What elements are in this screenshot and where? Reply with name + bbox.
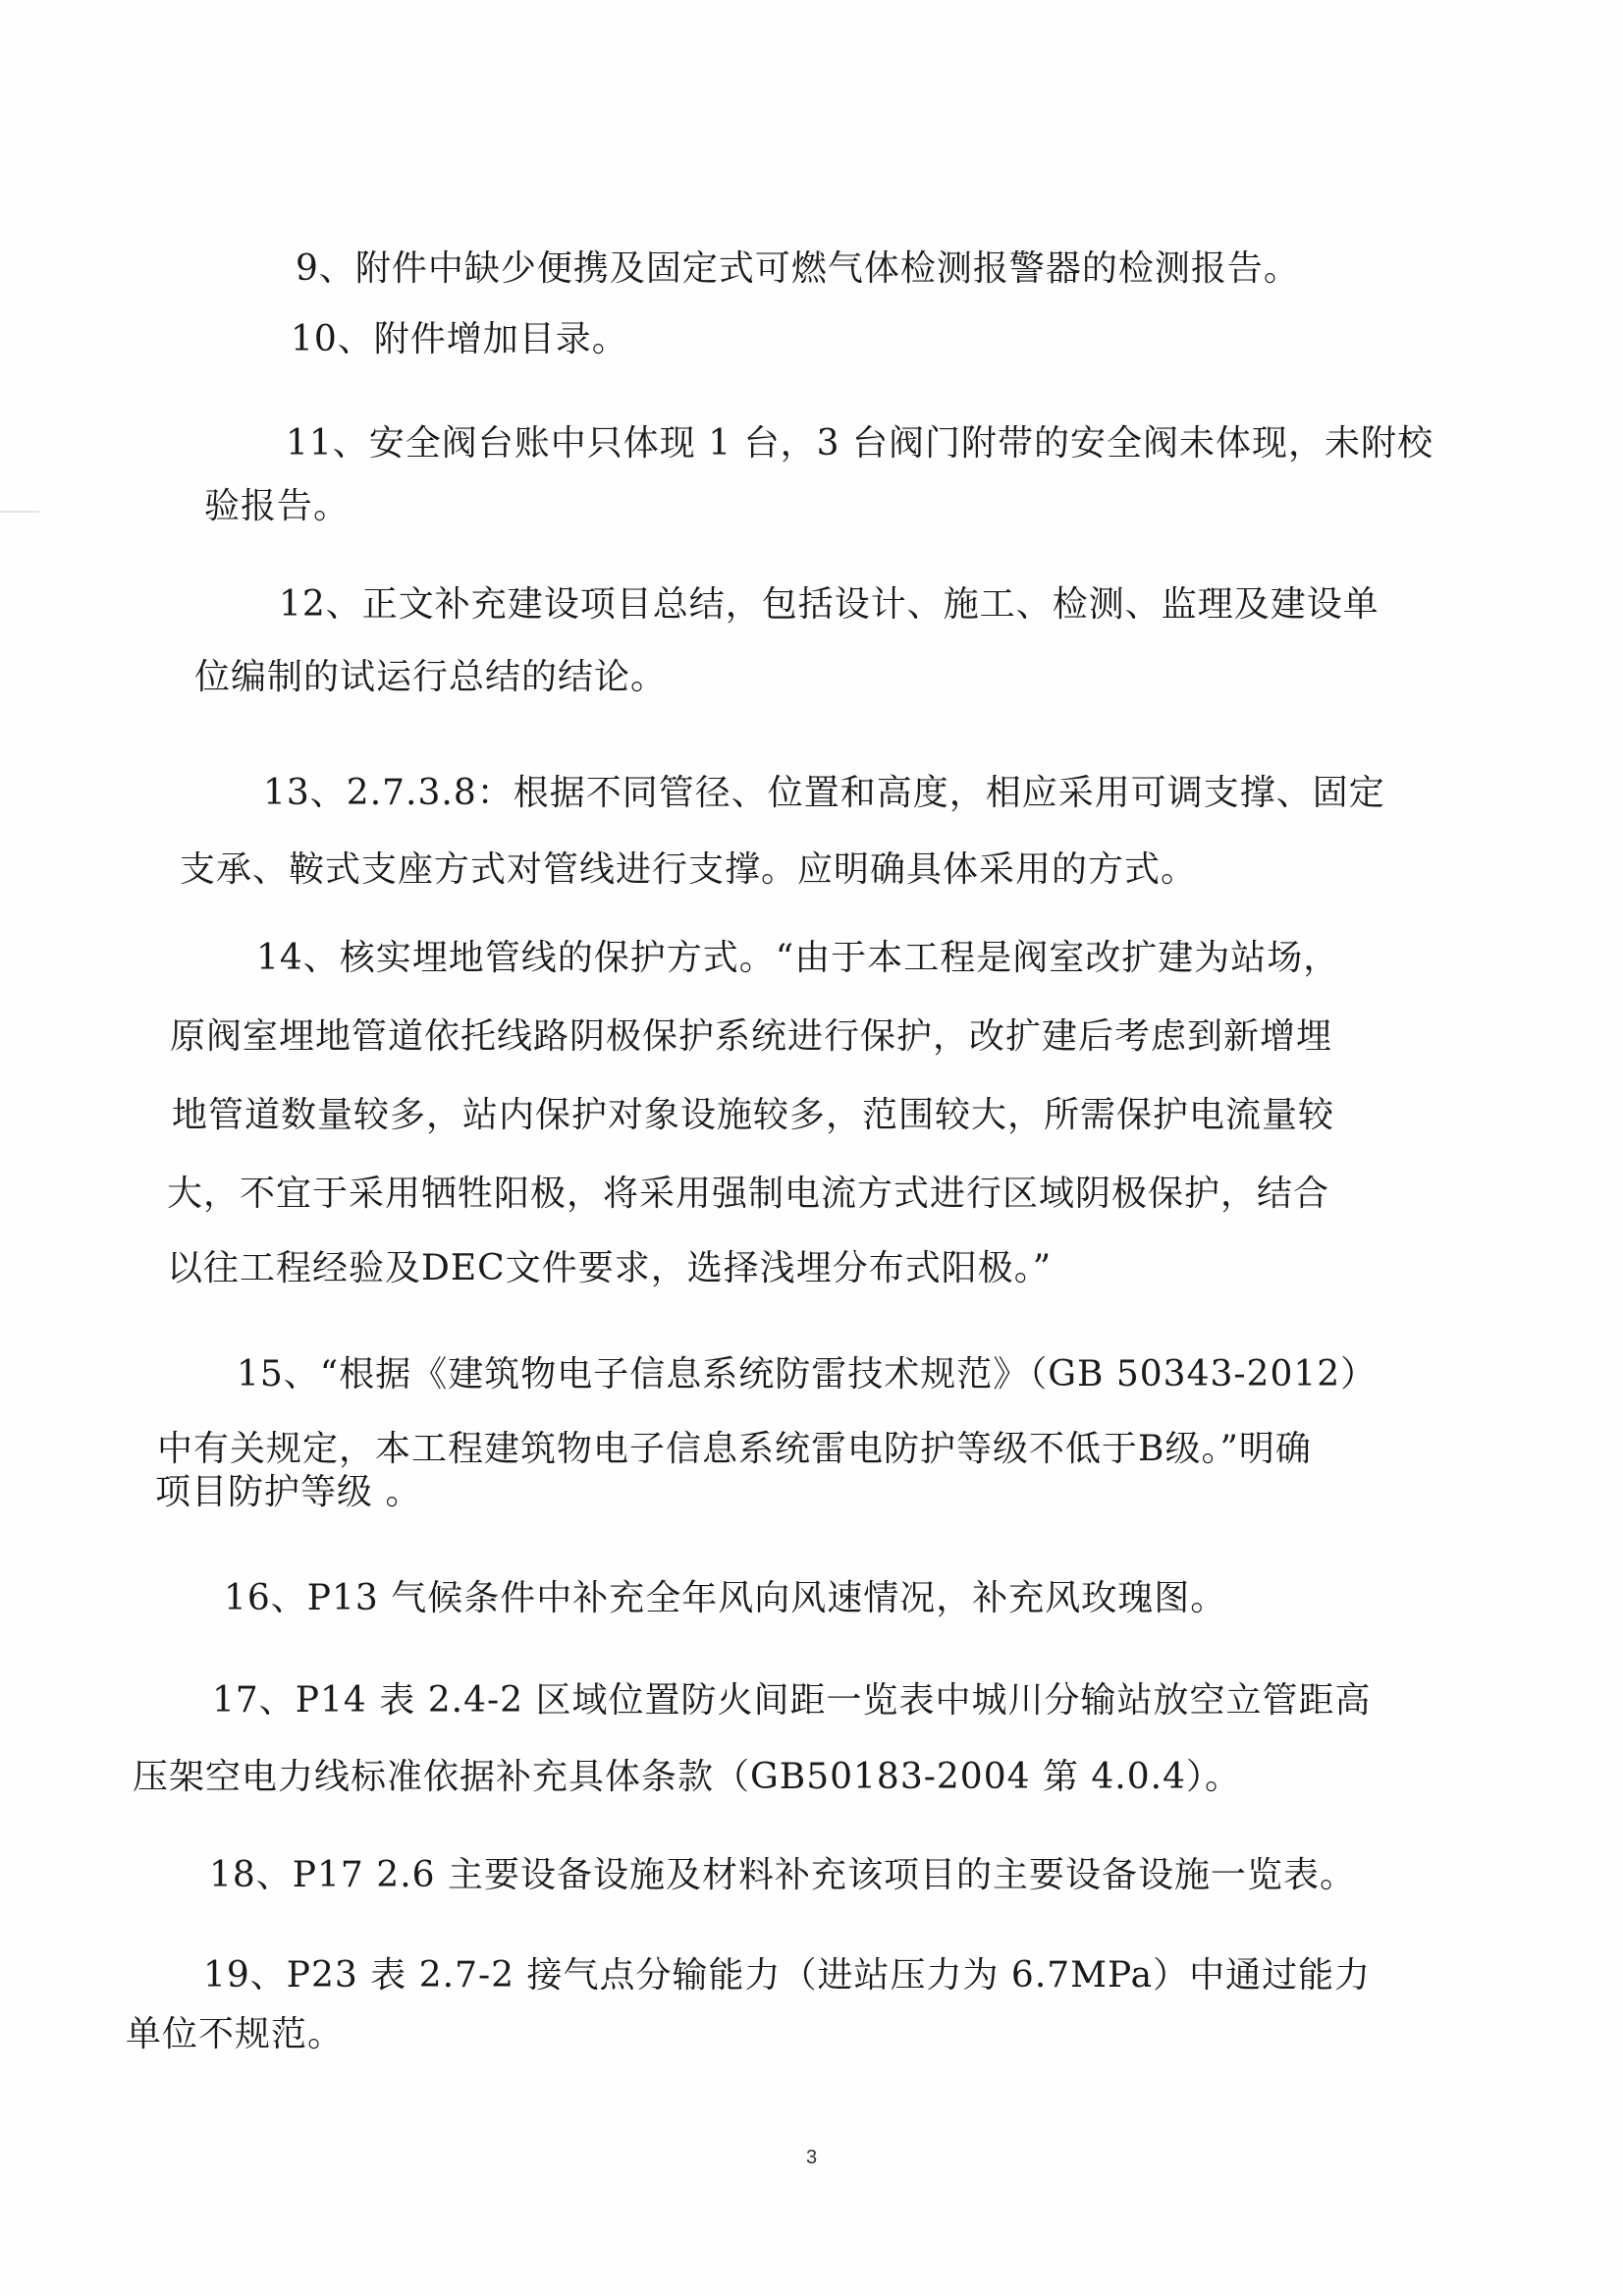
item-10-line-1: 10、附件增加目录。 — [291, 319, 628, 359]
item-18-line-1: 18、P17 2.6 主要设备设施及材料补充该项目的主要设备设施一览表。 — [209, 1855, 1356, 1895]
item-15-line-2: 中有关规定，本工程建筑物电子信息系统雷电防护等级不低于B级。”明确 — [157, 1429, 1312, 1469]
page-number: 3 — [805, 2147, 818, 2168]
item-14-line-2: 原阀室埋地管道依托线路阴极保护系统进行保护，改扩建后考虑到新增埋 — [170, 1016, 1333, 1057]
item-11-line-1: 11、安全阀台账中只体现 1 台，3 台阀门附带的安全阀未体现，未附校 — [286, 423, 1434, 464]
item-14-line-4: 大，不宜于采用牺牲阳极，将采用强制电流方式进行区域阴极保护，结合 — [167, 1174, 1330, 1214]
item-9-line-1: 9、附件中缺少便携及固定式可燃气体检测报警器的检测报告。 — [296, 248, 1300, 289]
item-17-line-1: 17、P14 表 2.4-2 区域位置防火间距一览表中城川分输站放空立管距高 — [212, 1680, 1372, 1721]
item-12-line-1: 12、正文补充建设项目总结，包括设计、施工、检测、监理及建设单 — [279, 584, 1380, 625]
item-17-line-2: 压架空电力线标准依据补充具体条款（GB50183-2004 第 4.0.4）。 — [133, 1757, 1242, 1797]
item-19-line-1: 19、P23 表 2.7-2 接气点分输能力（进站压力为 6.7MPa）中通过能力 — [203, 1955, 1372, 1995]
item-14-line-3: 地管道数量较多，站内保护对象设施较多，范围较大，所需保护电流量较 — [172, 1095, 1335, 1135]
item-12-line-2: 位编制的试运行总结的结论。 — [194, 657, 668, 697]
item-16-line-1: 16、P13 气候条件中补充全年风向风速情况，补充风玫瑰图。 — [224, 1578, 1227, 1618]
item-14-line-1: 14、核实埋地管线的保护方式。“由于本工程是阀室改扩建为站场， — [256, 938, 1340, 978]
item-19-line-2: 单位不规范。 — [126, 2014, 345, 2054]
scan-artifact — [0, 511, 39, 513]
item-15-line-1: 15、“根据《建筑物电子信息系统防雷技术规范》（GB 50343-2012） — [237, 1354, 1378, 1394]
item-14-line-5: 以往工程经验及DEC文件要求，选择浅埋分布式阳极。” — [167, 1248, 1053, 1288]
item-13-line-2: 支承、鞍式支座方式对管线进行支撑。应明确具体采用的方式。 — [180, 849, 1198, 890]
item-11-line-2: 验报告。 — [204, 486, 351, 526]
item-15-line-3: 项目防护等级 。 — [155, 1472, 422, 1512]
item-13-line-1: 13、2.7.3.8：根据不同管径、位置和高度，相应采用可调支撑、固定 — [263, 773, 1385, 813]
